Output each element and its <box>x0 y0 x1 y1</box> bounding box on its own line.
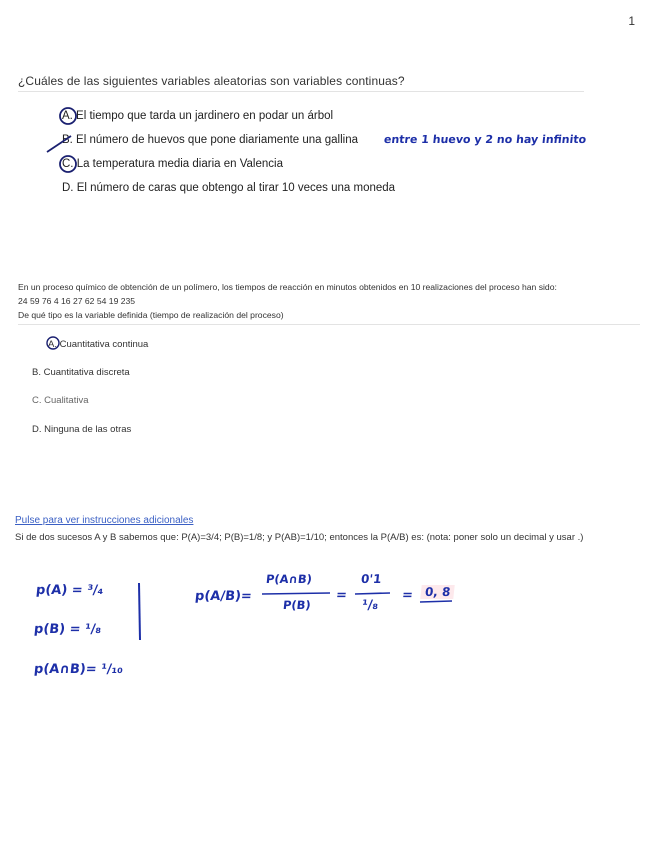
handwritten-pb: p(B) = ¹/₈ <box>33 622 102 637</box>
handwritten-result: 0, 8 <box>420 585 455 599</box>
page-number: 1 <box>628 14 635 28</box>
q1-option-a[interactable]: A. El tiempo que tarda un jardinero en podar un árbol <box>62 110 334 122</box>
q1-option-c[interactable]: C. La temperatura media diaria en Valencia <box>62 158 283 170</box>
q1-option-b[interactable]: B. El número de huevos que pone diariamente una gallina <box>62 134 359 146</box>
q2-option-a[interactable]: A. Cuantitativa continua <box>48 339 149 350</box>
handwritten-fraction-denominator: P(B) <box>282 598 312 612</box>
question-2-question: De qué tipo es la variable definida (tiempo de realización del proceso) <box>18 310 284 320</box>
handwritten-equals-2: = <box>401 588 414 603</box>
handwritten-fraction-bar-2 <box>355 593 390 594</box>
handwritten-denominator-2: ¹/₈ <box>361 598 379 613</box>
handwritten-pab-lhs: p(A/B)= <box>194 589 253 604</box>
q2-option-b[interactable]: B. Cuantitativa discreta <box>32 367 130 378</box>
handwritten-result-underline <box>420 601 452 602</box>
q1-option-d[interactable]: D. El número de caras que obtengo al tirar 10 veces una moneda <box>62 182 396 194</box>
q2-option-c[interactable]: C. Cualitativa <box>32 395 89 406</box>
q2-option-d[interactable]: D. Ninguna de las otras <box>32 424 132 435</box>
handwritten-note-huevos: entre 1 huevo y 2 no hay infinito <box>383 133 587 146</box>
question-2-data: 24 59 76 4 16 27 62 54 19 235 <box>18 296 136 306</box>
handwritten-pa: p(A) = ³/₄ <box>35 583 105 598</box>
question-3-statement: Si de dos sucesos A y B sabemos que: P(A)=3/4; P(B)=1/8; y P(AB)=1/10; entonces la P(A/B) es: (nota: poner solo un decimal y usar .) <box>15 532 584 543</box>
question-2-statement: En un proceso químico de obtención de un polímero, los tiempos de reacción en minutos obtenidos en 10 realizaciones del proceso han sido: <box>18 282 557 292</box>
handwritten-numerator-2: 0'1 <box>360 572 383 586</box>
handwritten-fraction-numerator: P(A∩B) <box>265 572 313 586</box>
handwritten-separator-line <box>139 583 140 640</box>
question-1-divider <box>18 91 584 92</box>
handwritten-fraction-bar-1 <box>262 593 330 594</box>
handwritten-equals-1: = <box>335 588 348 603</box>
question-1-title: ¿Cuáles de las siguientes variables aleatorias son variables continuas? <box>18 74 405 88</box>
handwritten-pab: p(A∩B)= ¹/₁₀ <box>33 662 124 677</box>
question-2-divider <box>18 324 640 325</box>
additional-instructions-link[interactable]: Pulse para ver instrucciones adicionales <box>15 515 194 526</box>
